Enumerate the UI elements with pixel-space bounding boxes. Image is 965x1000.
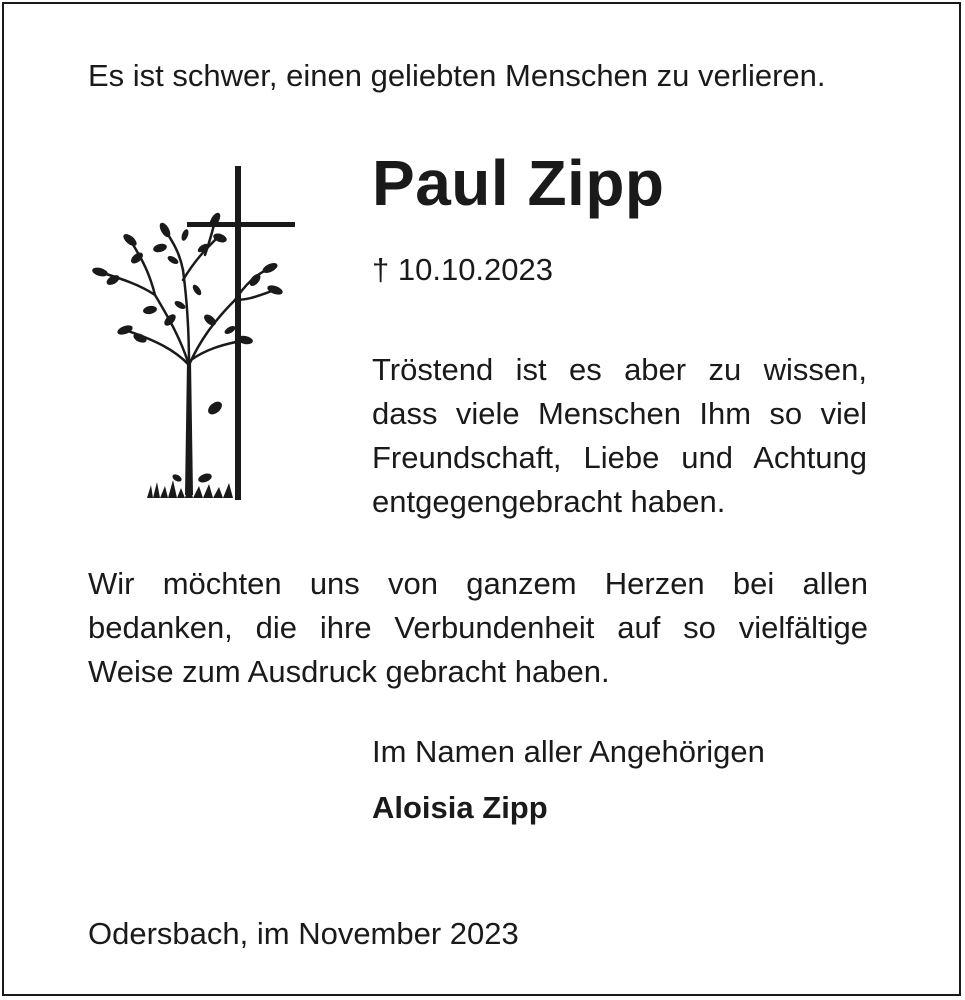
- comfort-line: entgegengebracht haben.: [372, 484, 726, 519]
- comfort-line: dass viele Menschen Ihm so viel: [372, 396, 867, 431]
- tree-and-cross-icon: [85, 160, 300, 510]
- place-date: Odersbach, im November 2023: [88, 916, 519, 951]
- thanks-paragraph: [88, 562, 868, 694]
- signer-name: Aloisia Zipp: [372, 790, 548, 825]
- comfort-paragraph: [372, 348, 867, 524]
- deceased-name: Paul Zipp: [372, 147, 665, 219]
- thanks-line: Wir möchten uns von ganzem Herzen bei allen: [88, 566, 868, 601]
- thanks-line: bedanken, die ihre Verbundenheit auf so vielfältige: [88, 610, 868, 645]
- death-date: † 10.10.2023: [372, 252, 554, 287]
- comfort-line: Tröstend ist es aber zu wissen,: [372, 352, 867, 387]
- intro-text: Es ist schwer, einen geliebten Menschen zu verlieren.: [88, 58, 826, 93]
- comfort-line: Freundschaft, Liebe und Achtung: [372, 440, 867, 475]
- signature-intro: Im Namen aller Angehörigen: [372, 734, 765, 769]
- thanks-line: Weise zum Ausdruck gebracht haben.: [88, 654, 610, 689]
